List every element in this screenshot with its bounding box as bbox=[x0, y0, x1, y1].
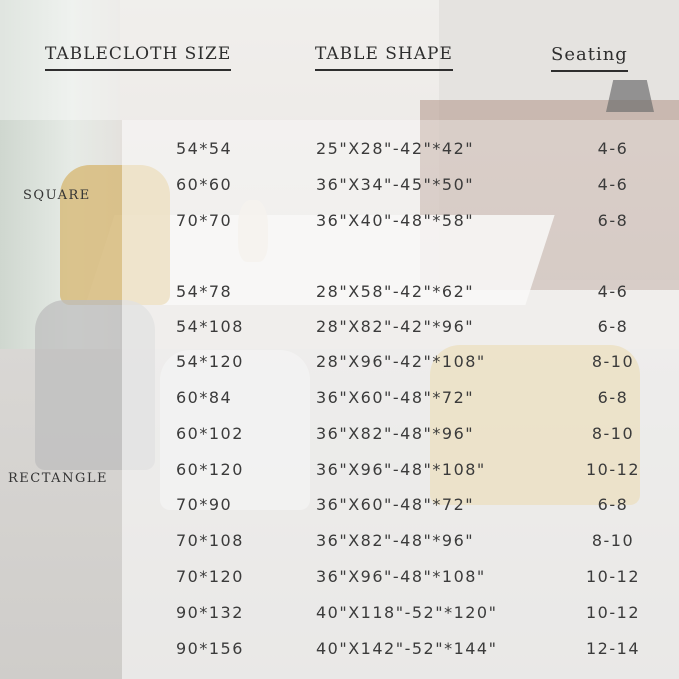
shape-cell: 36"X96"-48"*108" bbox=[316, 567, 486, 586]
header-tablecloth-size: TABLECLOTH SIZE bbox=[45, 44, 231, 71]
seating-cell: 8-10 bbox=[591, 352, 635, 371]
group-label-square: SQUARE bbox=[23, 188, 91, 203]
size-cell: 54*54 bbox=[176, 139, 233, 158]
seating-cell: 4-6 bbox=[597, 175, 629, 194]
size-cell: 90*132 bbox=[176, 603, 244, 622]
seating-cell: 6-8 bbox=[597, 317, 629, 336]
table-row bbox=[0, 495, 679, 517]
group-label-rectangle: RECTANGLE bbox=[8, 471, 108, 486]
table-row bbox=[0, 317, 679, 339]
size-cell: 60*60 bbox=[176, 175, 233, 194]
shape-cell: 36"X40"-48"*58" bbox=[316, 211, 475, 230]
size-cell: 70*90 bbox=[176, 495, 233, 514]
size-cell: 60*102 bbox=[176, 424, 244, 443]
table-row bbox=[0, 639, 679, 661]
size-cell: 54*108 bbox=[176, 317, 244, 336]
size-cell: 70*108 bbox=[176, 531, 244, 550]
table-row bbox=[0, 460, 679, 482]
size-cell: 70*120 bbox=[176, 567, 244, 586]
header-seating: Seating bbox=[551, 44, 628, 72]
header-table-shape: TABLE SHAPE bbox=[315, 44, 453, 71]
seating-cell: 10-12 bbox=[586, 603, 640, 622]
size-cell: 60*120 bbox=[176, 460, 244, 479]
size-cell: 54*78 bbox=[176, 282, 233, 301]
shape-cell: 36"X60"-48"*72" bbox=[316, 388, 475, 407]
table-row bbox=[0, 211, 679, 233]
seating-cell: 4-6 bbox=[597, 282, 629, 301]
shape-cell: 28"X58"-42"*62" bbox=[316, 282, 475, 301]
seating-cell: 10-12 bbox=[586, 460, 640, 479]
table-row bbox=[0, 603, 679, 625]
seating-cell: 6-8 bbox=[597, 388, 629, 407]
shape-cell: 25"X28"-42"*42" bbox=[316, 139, 475, 158]
seating-cell: 12-14 bbox=[586, 639, 640, 658]
table-row bbox=[0, 139, 679, 161]
shape-cell: 40"X142"-52"*144" bbox=[316, 639, 498, 658]
shape-cell: 36"X60"-48"*72" bbox=[316, 495, 475, 514]
seating-cell: 8-10 bbox=[591, 531, 635, 550]
shape-cell: 36"X82"-48"*96" bbox=[316, 531, 475, 550]
shape-cell: 28"X96"-42"*108" bbox=[316, 352, 486, 371]
seating-cell: 4-6 bbox=[597, 139, 629, 158]
table-row bbox=[0, 531, 679, 553]
table-row bbox=[0, 175, 679, 197]
shape-cell: 36"X82"-48"*96" bbox=[316, 424, 475, 443]
size-cell: 60*84 bbox=[176, 388, 233, 407]
shape-cell: 40"X118"-52"*120" bbox=[316, 603, 498, 622]
shape-cell: 28"X82"-42"*96" bbox=[316, 317, 475, 336]
table-row bbox=[0, 352, 679, 374]
seating-cell: 6-8 bbox=[597, 495, 629, 514]
shape-cell: 36"X34"-45"*50" bbox=[316, 175, 475, 194]
table-row bbox=[0, 282, 679, 304]
table-row bbox=[0, 424, 679, 446]
table-row bbox=[0, 388, 679, 410]
seating-cell: 6-8 bbox=[597, 211, 629, 230]
table-row bbox=[0, 567, 679, 589]
size-cell: 70*70 bbox=[176, 211, 233, 230]
shape-cell: 36"X96"-48"*108" bbox=[316, 460, 486, 479]
size-cell: 54*120 bbox=[176, 352, 244, 371]
seating-cell: 8-10 bbox=[591, 424, 635, 443]
seating-cell: 10-12 bbox=[586, 567, 640, 586]
size-cell: 90*156 bbox=[176, 639, 244, 658]
